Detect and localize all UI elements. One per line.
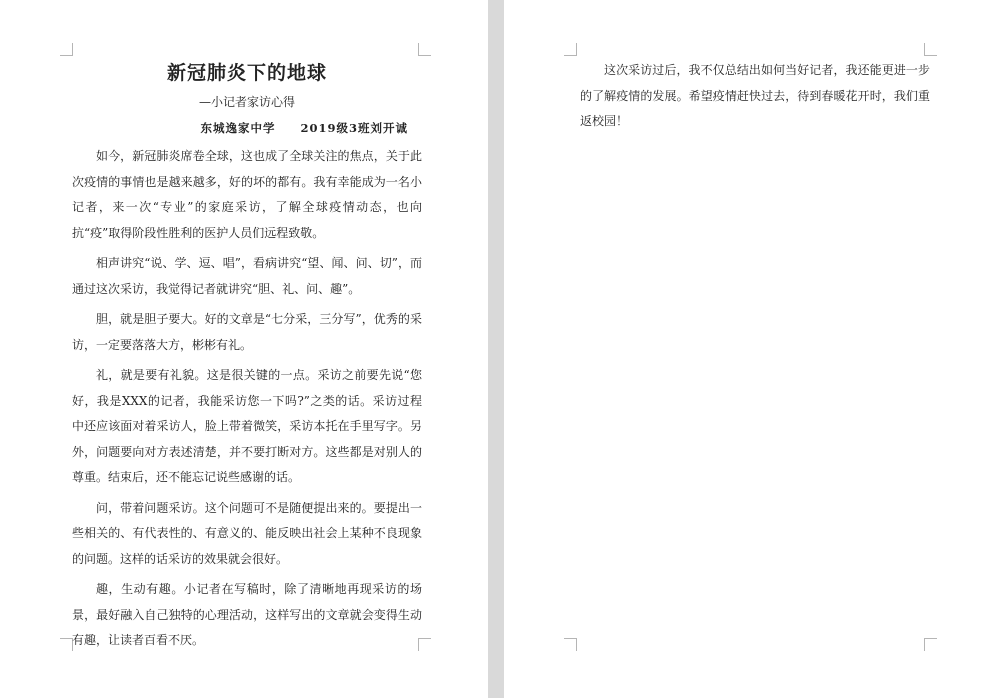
- paragraph: 胆，就是胆子要大。好的文章是“七分采，三分写”，优秀的采访，一定要落落大方，彬彬有礼。: [72, 312, 422, 352]
- paragraph: 礼，就是要有礼貌。这是很关键的一点。采访之前要先说“您好，我是XXX的记者，我能采访您一下吗?”之类的话。采访过程中还应该面对着采访人，脸上带着微笑，采访本托在手里写字。另外，问题要向对方表述清楚，并不要打断对方。这些都是对别人的尊重。结束后，还不能忘记说些感谢的话。: [72, 368, 422, 484]
- paragraph: 趣，生动有趣。小记者在写稿时，除了清晰地再现采访的场景，最好融入自己独特的心理活动，这样写出的文章就会变得生动有趣，让读者百看不厌。: [72, 582, 422, 647]
- paragraph: 相声讲究“说、学、逗、唱”，看病讲究“望、闻、问、切”，而通过这次采访，我觉得记者就讲究“胆、礼、问、趣”。: [72, 256, 422, 296]
- page-corner-mark: [924, 638, 937, 651]
- document-subtitle: —小记者家访心得: [198, 95, 295, 109]
- page-corner-mark: [564, 43, 577, 56]
- page-corner-mark: [924, 43, 937, 56]
- paragraph: 这次采访过后，我不仅总结出如何当好记者，我还能更进一步的了解疫情的发展。希望疫情赶快过去，待到春暖花开时，我们重返校园！: [580, 63, 930, 128]
- document-page-2: [504, 0, 1000, 698]
- paragraph: 如今，新冠肺炎席卷全球，这也成了全球关注的焦点，关于此次疫情的事情也是越来越多，好的坏的都有。我有幸能成为一名小记者，来一次“专业”的家庭采访，了解全球疫情动态，也向抗“疫”取得阶段性胜利的医护人员们远程致敬。: [72, 149, 422, 240]
- author-line: 东城逸家中学 2019级3班刘开诚: [200, 121, 408, 135]
- page-corner-mark: [564, 638, 577, 651]
- page-corner-mark: [418, 43, 431, 56]
- document-title: 新冠肺炎下的地球: [166, 62, 327, 84]
- page-corner-mark: [60, 43, 73, 56]
- document-page-1: [0, 0, 488, 698]
- paragraph: 问，带着问题采访。这个问题可不是随便提出来的。要提出一些相关的、有代表性的、有意义的、能反映出社会上某种不良现象的问题。这样的话采访的效果就会很好。: [72, 500, 422, 566]
- page-2-text[interactable]: [580, 58, 930, 140]
- page-1-text[interactable]: [72, 58, 422, 659]
